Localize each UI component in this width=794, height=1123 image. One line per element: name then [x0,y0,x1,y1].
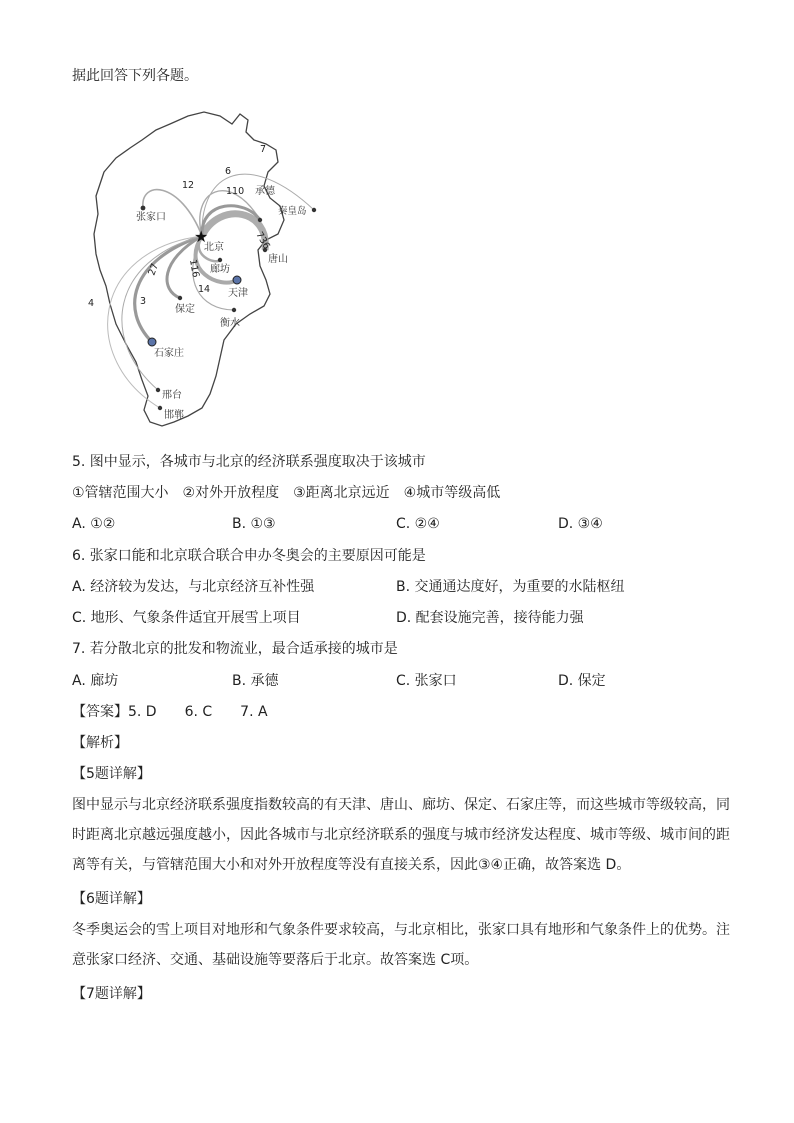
analysis-heading: 【解析】 [72,735,128,751]
flow-label-tangshan: 736 [253,230,272,252]
flow-label-hengshui: 14 [198,284,211,295]
q6-stem: 6. 张家口能和北京联合联合申办冬奥会的主要原因可能是 [72,548,426,564]
xingtai-dot [156,388,160,392]
detail-6-body: 冬季奥运会的雪上项目对地形和气象条件要求较高，与北京相比，张家口具有地形和气象条件上的优势。注意张家口经济、交通、基础设施等要落后于北京。故答案选 C项。 [72,922,730,968]
langfang-dot [218,258,222,262]
label-chengde: 承德 [255,186,275,197]
tianjin-dot [233,276,241,284]
label-zhangjiakou: 张家口 [136,212,166,223]
label-shijiazhuang: 石家庄 [154,348,184,359]
q6-option-d[interactable]: D. 配套设施完善，接待能力强 [396,610,584,626]
label-tianjin: 天津 [228,288,248,299]
label-langfang: 廊坊 [210,264,230,275]
q7-option-d[interactable]: D. 保定 [558,673,606,689]
q7-option-a[interactable]: A. 廊坊 [72,673,119,689]
detail-7-title: 【7题详解】 [72,986,151,1002]
chengde-dot [258,218,262,222]
beijing-star-icon: ★ [194,227,209,246]
label-hengshui: 衡水 [220,318,240,329]
flow-label-baoding: 27 [146,261,161,278]
label-tangshan: 唐山 [268,254,288,265]
label-qinhuangdao: 秦皇岛 [278,206,307,217]
detail-5-body: 图中显示与北京经济联系强度指数较高的有天津、唐山、廊坊、保定、石家庄等，而这些城市等级较高，同时距离北京越远强度越小，因此各城市与北京经济联系的强度与城市经济发达程度、城市等级、城市间的距离等有关，与管辖范围大小和对外开放程度等没有直接关系，因此③④正确，故答案选 D。 [72,797,730,873]
flow-label-zhangjiakou: 12 [182,180,195,191]
flow-label-langfang: 116 [187,258,202,279]
qinhuangdao-dot [312,208,316,212]
label-handan: 邯郸 [164,410,184,421]
hengshui-dot [232,308,236,312]
zhangjiakou-dot [141,206,146,211]
q7-option-b[interactable]: B. 承德 [232,673,279,689]
handan-dot [158,406,162,410]
label-xingtai: 邢台 [162,390,182,401]
q7-stem: 7. 若分散北京的批发和物流业，最合适承接的城市是 [72,641,398,657]
label-baoding: 保定 [175,304,195,315]
q5-option-d[interactable]: D. ③④ [558,516,603,532]
q5-stem: 5. 图中显示，各城市与北京的经济联系强度取决于该城市 [72,454,426,470]
q6-option-b[interactable]: B. 交通通达度好，为重要的水陆枢纽 [396,579,625,595]
baoding-dot [178,296,182,300]
shijiazhuang-dot [148,338,156,346]
beijing-economic-link-map [70,110,307,430]
flow-label-shijiazhuang: 3 [140,296,147,307]
detail-5-title: 【5题详解】 [72,766,151,782]
detail-6-title: 【6题详解】 [72,891,151,907]
flow-label-chengde-110: 110 [226,186,245,197]
answer-line: 【答案】5. D 6. C 7. A [72,704,268,720]
q5-items: ①管辖范围大小 ②对外开放程度 ③距离北京远近 ④城市等级高低 [72,485,501,501]
flow-label-qinhuangdao: 7 [260,144,267,155]
q6-option-a[interactable]: A. 经济较为发达，与北京经济互补性强 [72,579,315,595]
q7-option-c[interactable]: C. 张家口 [396,673,457,689]
intro-text: 据此回答下列各题。 [72,68,198,84]
flow-label-handan: 4 [88,298,95,309]
flow-label-chengde: 6 [225,166,232,177]
q5-option-c[interactable]: C. ②④ [396,516,440,532]
q5-option-a[interactable]: A. ①② [72,516,116,532]
label-beijing: 北京 [204,242,224,253]
q6-option-c[interactable]: C. 地形、气象条件适宜开展雪上项目 [72,610,301,626]
q5-option-b[interactable]: B. ①③ [232,516,276,532]
